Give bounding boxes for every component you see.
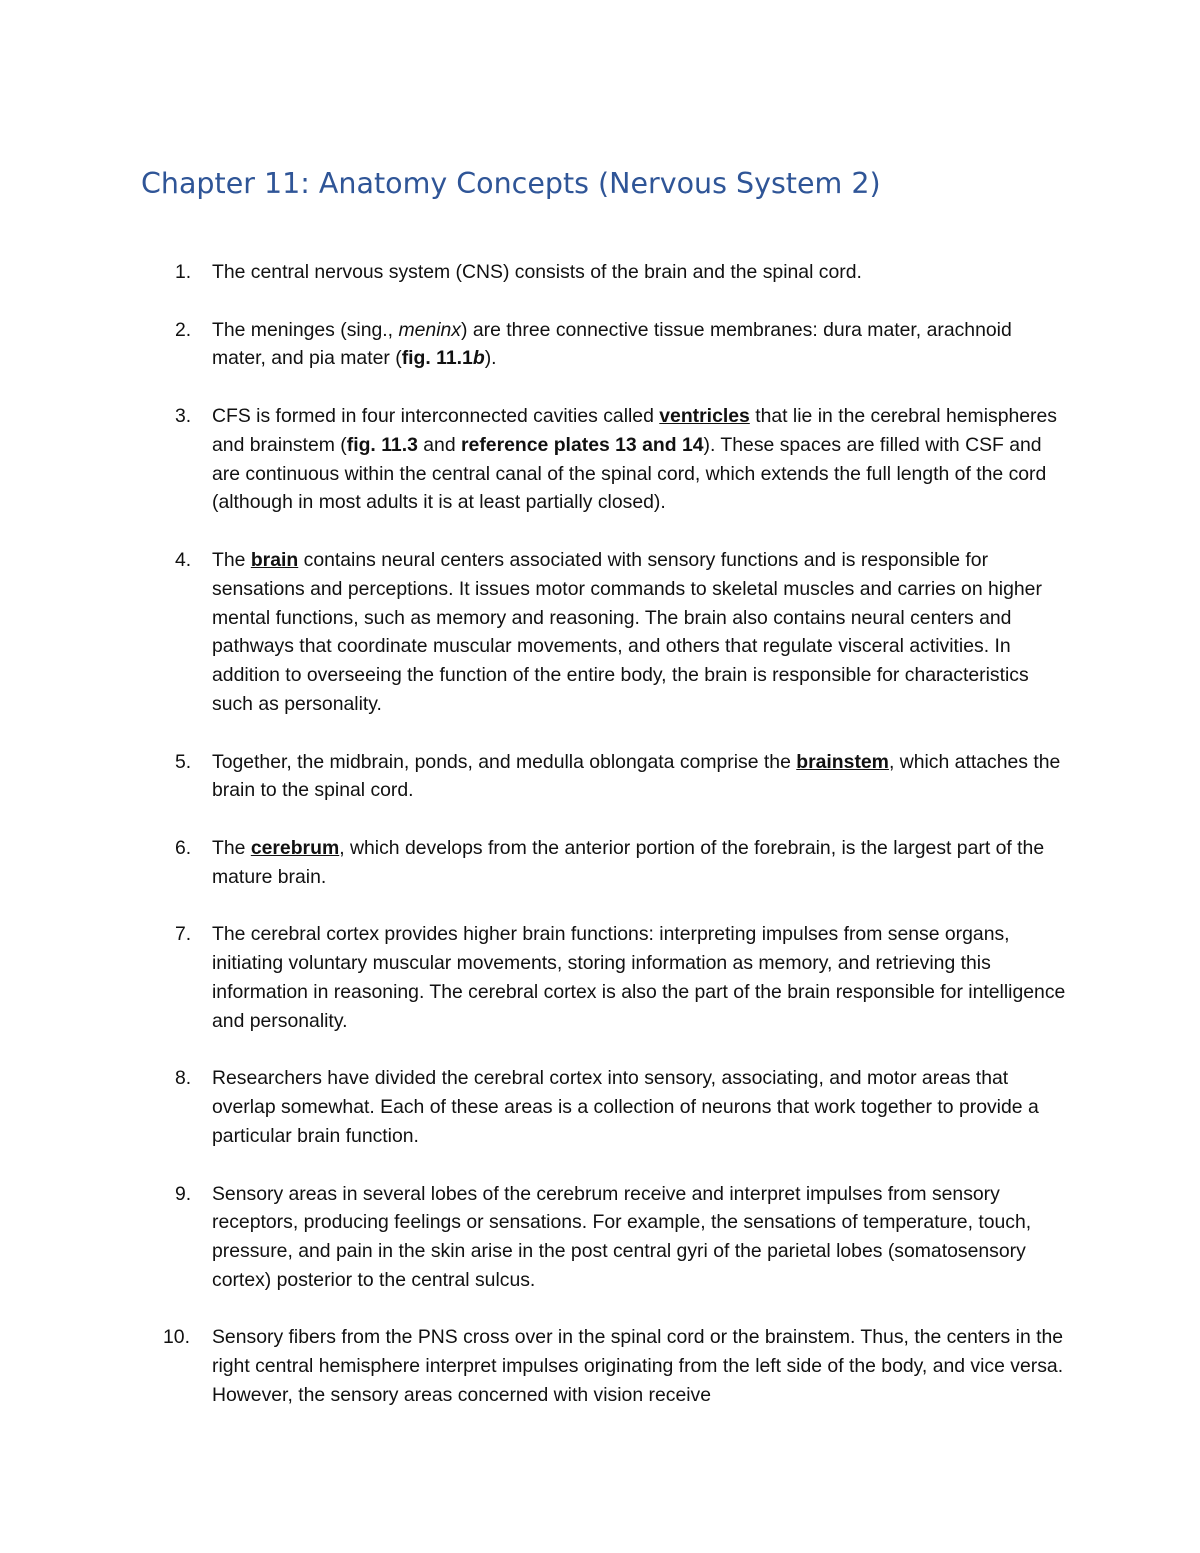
- item-number: 6.: [175, 836, 192, 859]
- figure-reference-part: b: [472, 347, 485, 370]
- list-item: [141, 258, 1066, 287]
- item-number: 5.: [175, 750, 192, 773]
- concept-list: [141, 258, 1066, 1439]
- text-segment: ). These spaces are filled with CSF and are continuous within the central canal of the spinal cord, which extends the full length of the cord (although in most adults it is at least partially closed).: [212, 433, 1047, 514]
- italic-term: meninx: [398, 318, 461, 341]
- item-number: 3.: [175, 404, 192, 427]
- text-segment: ).: [484, 347, 497, 370]
- list-item: [141, 748, 1066, 806]
- text-segment: The: [212, 548, 251, 571]
- item-text: [212, 549, 1042, 715]
- text-segment: The meninges (sing.,: [212, 318, 399, 341]
- list-item: [141, 834, 1066, 892]
- item-number: 9.: [175, 1182, 192, 1205]
- item-text: [212, 751, 1060, 802]
- list-item: [141, 546, 1066, 719]
- text-segment: that lie in the cerebral hemispheres and brainstem (: [212, 404, 1057, 456]
- list-item: [141, 1180, 1066, 1295]
- text-segment: CFS is formed in four interconnected cavities called: [212, 404, 660, 427]
- item-number: 4.: [175, 548, 192, 571]
- item-number: 8.: [175, 1067, 192, 1090]
- item-number: 10.: [163, 1326, 190, 1349]
- list-item: [141, 316, 1066, 374]
- key-term-brainstem: brainstem: [796, 750, 889, 773]
- item-text: [212, 319, 1012, 370]
- item-text: The cerebral cortex provides higher brain functions: interpreting impulses from sense organs, initiating voluntary muscular movements, storing information as memory, and retrieving this information in reasoning. The cerebral cortex is also the part of the brain responsible for intelligence and personality.: [212, 923, 1066, 1032]
- key-term-brain: brain: [250, 548, 299, 571]
- text-segment: , which develops from the anterior portion of the forebrain, is the largest part of the mature brain.: [212, 836, 1045, 888]
- item-text: Researchers have divided the cerebral cortex into sensory, associating, and motor areas that overlap somewhat. Each of these areas is a collection of neurons that work together to provide a particular brain function.: [212, 1067, 1039, 1147]
- text-segment: Together, the midbrain, ponds, and medulla oblongata comprise the: [212, 750, 797, 773]
- item-text: Sensory areas in several lobes of the cerebrum receive and interpret impulses from sensory receptors, producing feelings or sensations. For example, the sensations of temperature, touch, pressure, and pain in the skin arise in the post central gyri of the parietal lobes (somatosensory cortex) posterior to the central sulcus.: [212, 1182, 1032, 1291]
- key-term-cerebrum: cerebrum: [250, 836, 340, 859]
- text-segment: and: [417, 433, 462, 456]
- figure-reference: fig. 11.3: [346, 433, 418, 456]
- list-item: [141, 920, 1066, 1035]
- list-item: [141, 1064, 1066, 1150]
- item-text: [212, 837, 1044, 888]
- text-segment: The: [212, 836, 251, 859]
- item-text: [212, 405, 1057, 513]
- key-term-ventricles: ventricles: [659, 404, 750, 427]
- item-text: The central nervous system (CNS) consists of the brain and the spinal cord.: [212, 261, 862, 283]
- figure-reference: fig. 11.1: [401, 347, 473, 370]
- item-text: Sensory fibers from the PNS cross over in the spinal cord or the brainstem. Thus, the centers in the right central hemisphere interpret impulses originating from the left side of the body, and vice versa. However, the sensory areas concerned with vision receive: [212, 1326, 1064, 1407]
- text-segment: ) are three connective tissue membranes: dura mater, arachnoid mater, and pia mater (: [212, 318, 1012, 370]
- list-item: [141, 1323, 1066, 1409]
- item-number: 7.: [175, 923, 192, 946]
- item-number: 2.: [175, 318, 192, 341]
- list-item: [141, 402, 1066, 517]
- plates-reference: reference plates 13 and 14: [461, 433, 704, 456]
- page-title: Chapter 11: Anatomy Concepts (Nervous System 2): [141, 167, 881, 200]
- text-segment: contains neural centers associated with sensory functions and is responsible for sensations and perceptions. It issues motor commands to skeletal muscles and carries on higher mental functions, such as memory and reasoning. The brain also contains neural centers and pathways that coordinate muscular movements, and others that regulate visceral activities. In addition to overseeing the function of the entire body, the brain is responsible for characteristics such as personality.: [212, 548, 1042, 715]
- text-segment: , which attaches the brain to the spinal cord.: [212, 750, 1061, 802]
- item-number: 1.: [175, 261, 192, 283]
